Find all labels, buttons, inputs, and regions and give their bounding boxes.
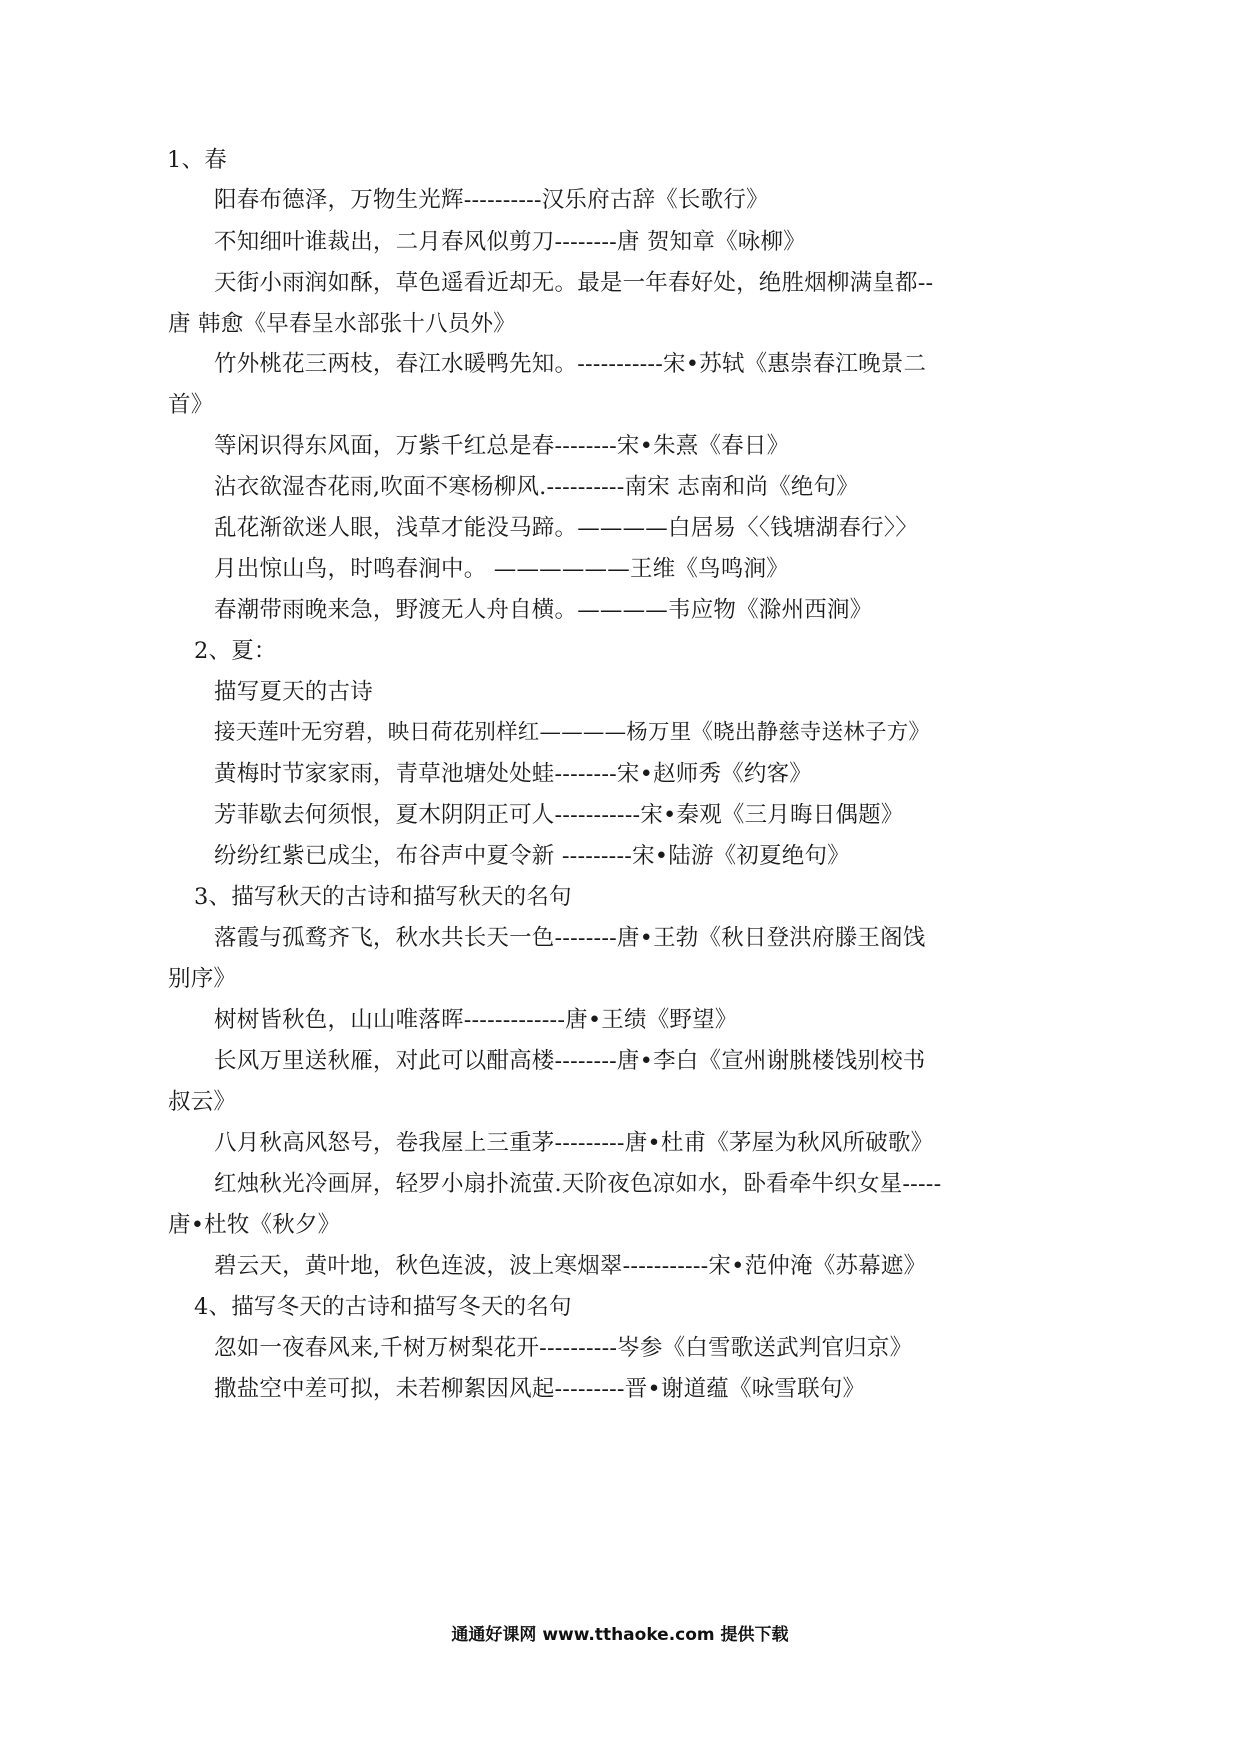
poem-line: 阳春布德泽，万物生光辉----------汉乐府古辞《长歌行》 — [214, 187, 769, 213]
poem-line: 树树皆秋色，山山唯落晖-------------唐•王绩《野望》 — [214, 1007, 738, 1033]
poem-line-continuation: 唐•杜牧《秋夕》 — [168, 1212, 341, 1238]
poem-line-continuation: 首》 — [168, 392, 214, 418]
subheading: 描写夏天的古诗 — [214, 679, 373, 705]
poem-line: 碧云天，黄叶地，秋色连波，波上寒烟翠-----------宋•范仲淹《苏幕遮》 — [214, 1253, 927, 1279]
poem-line: 月出惊山鸟，时鸣春涧中。 ——————王维《鸟鸣涧》 — [214, 556, 789, 582]
poem-line: 落霞与孤鹜齐飞，秋水共长天一色--------唐•王勃《秋日登洪府滕王阁饯 — [214, 925, 926, 951]
poem-line: 芳菲歇去何须恨，夏木阴阴正可人-----------宋•秦观《三月晦日偶题》 — [214, 802, 904, 828]
poem-line: 不知细叶谁裁出，二月春风似剪刀--------唐 贺知章《咏柳》 — [214, 229, 806, 255]
poem-line-continuation: 叔云》 — [168, 1089, 237, 1115]
section-heading-winter: 4、描写冬天的古诗和描写冬天的名句 — [194, 1294, 572, 1320]
poem-line-continuation: 唐 韩愈《早春呈水部张十八员外》 — [168, 311, 516, 337]
poem-line: 竹外桃花三两枝，春江水暖鸭先知。-----------宋•苏轼《惠崇春江晚景二 — [214, 351, 927, 377]
poem-line: 春潮带雨晚来急，野渡无人舟自横。————韦应物《滁州西涧》 — [214, 597, 873, 623]
section-heading-spring: 1、春 — [167, 147, 227, 173]
poem-line: 长风万里送秋雁，对此可以酣高楼--------唐•李白《宣州谢朓楼饯别校书 — [214, 1048, 926, 1074]
poem-line: 撒盐空中差可拟，未若柳絮因风起---------晋•谢道蕴《咏雪联句》 — [214, 1376, 866, 1402]
section-heading-summer: 2、夏： — [194, 638, 277, 664]
poem-line: 八月秋高风怒号，卷我屋上三重茅---------唐•杜甫《茅屋为秋风所破歌》 — [214, 1130, 934, 1156]
poem-line: 沾衣欲湿杏花雨,吹面不寒杨柳风.----------南宋 志南和尚《绝句》 — [214, 474, 859, 500]
poem-line: 忽如一夜春风来,千树万树梨花开----------岑参《白雪歌送武判官归京》 — [214, 1335, 913, 1361]
poem-line: 天街小雨润如酥，草色遥看近却无。最是一年春好处，绝胜烟柳满皇都-- — [214, 270, 934, 296]
section-heading-autumn: 3、描写秋天的古诗和描写秋天的名句 — [194, 884, 572, 910]
poem-line: 红烛秋光冷画屏，轻罗小扇扑流萤.天阶夜色凉如水，卧看牵牛织女星----- — [214, 1171, 942, 1197]
poem-line: 纷纷红紫已成尘，布谷声中夏令新 ---------宋•陆游《初夏绝句》 — [214, 843, 850, 869]
page-footer: 通通好课网 www.tthaoke.com 提供下载 — [451, 1625, 789, 1645]
poem-line: 乱花渐欲迷人眼，浅草才能没马蹄。————白居易〈〈钱塘湖春行〉〉 — [214, 515, 918, 541]
poem-line: 接天莲叶无穷碧，映日荷花别样红————杨万里《晓出静慈寺送林子方》 — [214, 720, 931, 745]
poem-line-continuation: 别序》 — [168, 966, 237, 992]
poem-line: 等闲识得东风面，万紫千红总是春--------宋•朱熹《春日》 — [214, 433, 790, 459]
poem-line: 黄梅时节家家雨，青草池塘处处蛙--------宋•赵师秀《约客》 — [214, 761, 812, 787]
